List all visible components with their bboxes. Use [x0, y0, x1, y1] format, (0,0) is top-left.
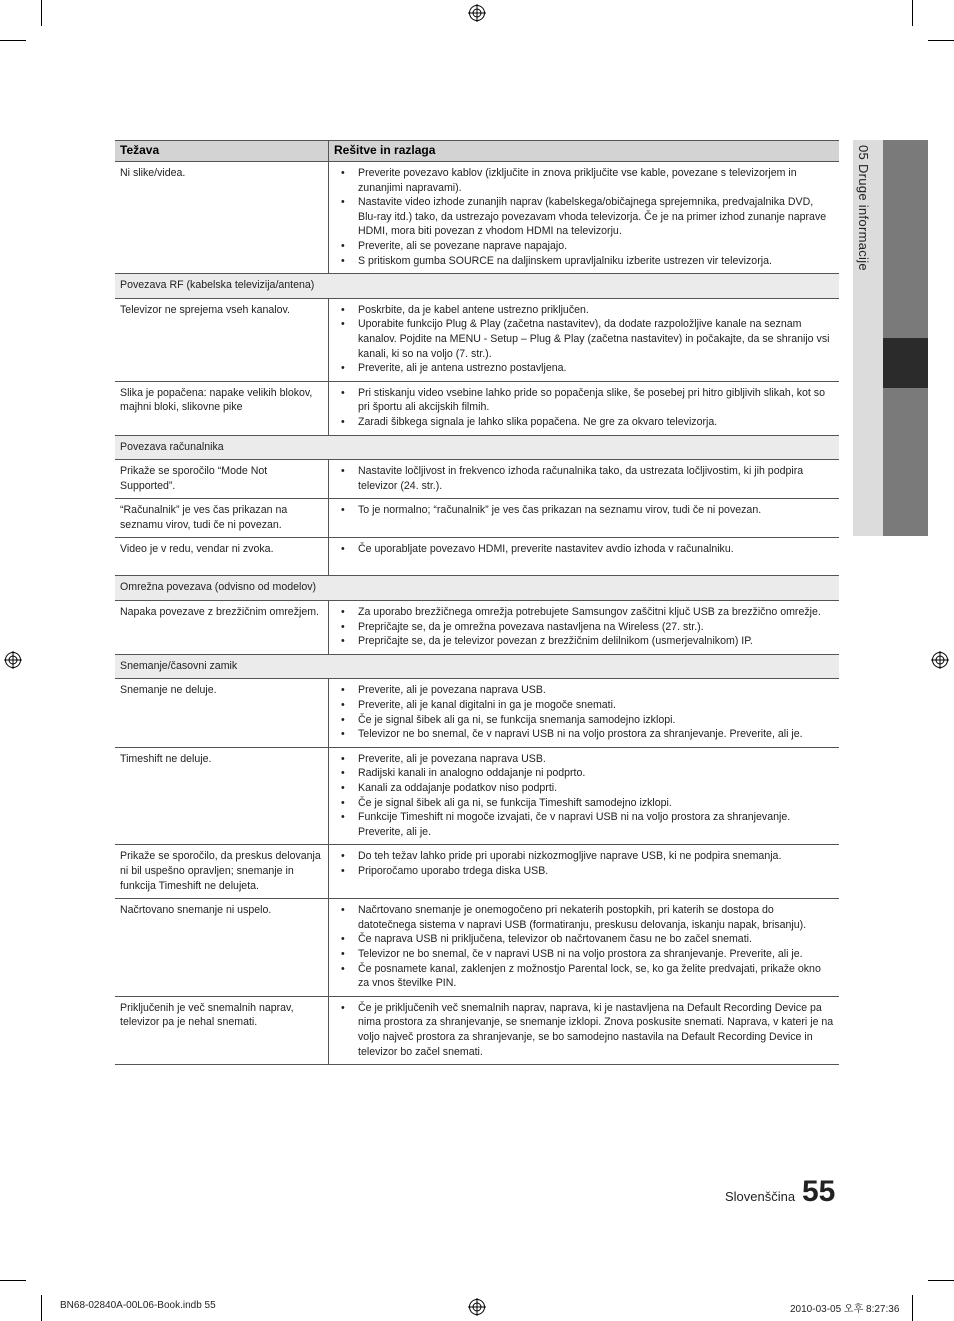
- table-row: [115, 460, 839, 499]
- solution-item: • Zaradi šibkega signala je lahko slika popačena. Ne gre za okvaro televizorja.: [334, 415, 834, 430]
- solution-list: [334, 683, 834, 741]
- solution-list: [334, 303, 834, 376]
- problem-cell: Snemanje ne deluje.: [115, 679, 329, 747]
- crop-mark: [0, 40, 26, 41]
- solution-item: • Radijski kanali in analogno oddajanje ni podprto.: [334, 766, 834, 781]
- problem-cell: Ni slike/videa.: [115, 162, 329, 274]
- table-row: [115, 538, 839, 576]
- file-info: BN68-02840A-00L06-Book.indb 55: [60, 1300, 216, 1311]
- solution-item: • Prepričajte se, da je televizor povezan z brezžičnim delilnikom (usmerjevalnikom) IP.: [334, 634, 834, 649]
- solution-cell: [329, 460, 840, 499]
- section-title: Omrežna povezava (odvisno od modelov): [115, 576, 839, 601]
- solution-item: • Če uporabljate povezavo HDMI, preverite nastavitev avdio izhoda v računalniku.: [334, 542, 834, 557]
- solution-cell: [329, 499, 840, 538]
- solution-item: • Poskrbite, da je kabel antene ustrezno priključen.: [334, 303, 834, 318]
- column-header-solution: Rešitve in razlaga: [329, 141, 840, 162]
- problem-cell: Načrtovano snemanje ni uspelo.: [115, 899, 329, 997]
- registration-mark-icon: [931, 651, 949, 669]
- problem-cell: Slika je popačena: napake velikih blokov, majhni bloki, slikovne pike: [115, 381, 329, 435]
- crop-mark: [41, 1295, 42, 1321]
- solution-cell: [329, 381, 840, 435]
- solution-item: • Načrtovano snemanje je onemogočeno pri nekaterih postopkih, pri katerih se dostopa do datotečnega sistema v napravi USB (formatiranju, preskusu delovanja, iskanju napak, brisanju).: [334, 903, 834, 932]
- table-row: [115, 381, 839, 435]
- solution-item: • Uporabite funkcijo Plug & Play (začetna nastavitev), da dodate razpoložljive kanale na seznam kanalov. Pojdite na MENU - Setup – Plug & Play (začetna nastavitev) in počakajte, da se shranijo vsi kanali, ki so na voljo (7. str.).: [334, 317, 834, 361]
- solution-item: • Preverite, ali se povezane naprave napajajo.: [334, 239, 834, 254]
- table-row: [115, 996, 839, 1064]
- solution-list: [334, 1001, 834, 1059]
- crop-mark: [912, 1295, 913, 1321]
- crop-mark: [928, 1280, 954, 1281]
- chapter-label: 05 Druge informacije: [856, 145, 871, 271]
- solution-item: • Če je priključenih več snemalnih naprav, naprava, ki je nastavljena na Default Recording Device pa nima prostora za shranjevanje, se snemanje izklopi. Znova poskusite snemati. Naprava, v kateri je na voljo največ prostora za shranjevanje, se bo samodejno nastavila na Default Recording Device in televizor bo začel snemati.: [334, 1001, 834, 1059]
- solution-cell: [329, 899, 840, 997]
- table-row: [115, 601, 839, 655]
- solution-list: [334, 903, 834, 991]
- table-row: [115, 747, 839, 845]
- section-title: Snemanje/časovni zamik: [115, 654, 839, 679]
- troubleshooting-table: [115, 140, 839, 1065]
- crop-mark: [41, 0, 42, 26]
- solution-cell: [329, 996, 840, 1064]
- solution-item: • Priporočamo uporabo trdega diska USB.: [334, 864, 834, 879]
- crop-mark: [928, 40, 954, 41]
- section-row: [115, 274, 839, 299]
- solution-list: [334, 464, 834, 493]
- solution-cell: [329, 162, 840, 274]
- problem-cell: “Računalnik” je ves čas prikazan na seznamu virov, tudi če ni povezan.: [115, 499, 329, 538]
- solution-item: • Če je signal šibek ali ga ni, se funkcija snemanja samodejno izklopi.: [334, 713, 834, 728]
- table-row: [115, 499, 839, 538]
- solution-item: • Preverite, ali je kanal digitalni in ga je mogoče snemati.: [334, 698, 834, 713]
- solution-item: • Do teh težav lahko pride pri uporabi nizkozmogljive naprave USB, ki ne podpira snemanja.: [334, 849, 834, 864]
- table-body: [115, 162, 839, 1065]
- table-row: [115, 298, 839, 381]
- table-row: [115, 679, 839, 747]
- problem-cell: Napaka povezave z brezžičnim omrežjem.: [115, 601, 329, 655]
- print-timestamp: 2010-03-05 오후 8:27:36: [790, 1304, 900, 1315]
- solution-list: [334, 849, 834, 878]
- problem-cell: Video je v redu, vendar ni zvoka.: [115, 538, 329, 576]
- section-row: [115, 654, 839, 679]
- solution-list: [334, 752, 834, 840]
- solution-cell: [329, 298, 840, 381]
- solution-item: • Preverite povezavo kablov (izključite in znova priključite vse kable, povezane s televizorjem in zunanjimi napravami).: [334, 166, 834, 195]
- table-row: [115, 899, 839, 997]
- solution-item: • Televizor ne bo snemal, če v napravi USB ni na voljo prostora za shranjevanje. Preverite, ali je.: [334, 727, 834, 742]
- registration-mark-icon: [4, 651, 22, 669]
- solution-item: • S pritiskom gumba SOURCE na daljinskem upravljalniku izberite ustrezen vir televizorja.: [334, 254, 834, 269]
- column-header-problem: Težava: [115, 141, 329, 162]
- solution-item: • Funkcije Timeshift ni mogoče izvajati, če v napravi USB ni na voljo prostora za shranjevanje. Preverite, ali je.: [334, 810, 834, 839]
- solution-cell: [329, 538, 840, 576]
- solution-cell: [329, 601, 840, 655]
- problem-cell: Prikaže se sporočilo “Mode Not Supported”.: [115, 460, 329, 499]
- chapter-tab-marker: [883, 338, 928, 388]
- solution-list: [334, 386, 834, 430]
- solution-list: [334, 166, 834, 268]
- table-row: [115, 845, 839, 899]
- table-row: [115, 162, 839, 274]
- solution-item: • Televizor ne bo snemal, če v napravi USB ni na voljo prostora za shranjevanje. Preverite, ali je.: [334, 947, 834, 962]
- solution-list: [334, 605, 834, 649]
- solution-item: • Nastavite video izhode zunanjih naprav (kabelskega/običajnega sprejemnika, predvajalnika DVD, Blu-ray itd.) tako, da ustrezajo povezavam vhoda televizorja. Če je na primer izhod zunanje naprave HDMI, mora biti povezan z vhodom HDMI na televizorju.: [334, 195, 834, 239]
- solution-cell: [329, 845, 840, 899]
- solution-item: • Kanali za oddajanje podatkov niso podprti.: [334, 781, 834, 796]
- crop-mark: [0, 1280, 26, 1281]
- language-label: Slovenščina: [725, 1189, 796, 1204]
- problem-cell: Prikaže se sporočilo, da preskus delovanja ni bil uspešno opravljen; snemanje in funkcija Timeshift ne delujeta.: [115, 845, 329, 899]
- section-title: Povezava računalnika: [115, 435, 839, 460]
- problem-cell: Televizor ne sprejema vseh kanalov.: [115, 298, 329, 381]
- problem-cell: Timeshift ne deluje.: [115, 747, 329, 845]
- registration-mark-icon: [468, 1298, 486, 1316]
- solution-item: • Za uporabo brezžičnega omrežja potrebujete Samsungov zaščitni ključ USB za brezžično omrežje.: [334, 605, 834, 620]
- solution-list: [334, 503, 834, 518]
- table-header-row: [115, 141, 839, 162]
- solution-item: • Če naprava USB ni priključena, televizor ob načrtovanem času ne bo začel snemati.: [334, 932, 834, 947]
- solution-item: • Če je signal šibek ali ga ni, se funkcija Timeshift samodejno izklopi.: [334, 796, 834, 811]
- page-number: 55: [802, 1175, 836, 1208]
- solution-item: • Nastavite ločljivost in frekvenco izhoda računalnika tako, da ustrezata ločljivostim, ki jih podpira televizor (24. str.).: [334, 464, 834, 493]
- section-row: [115, 576, 839, 601]
- solution-item: • Če posnamete kanal, zaklenjen z možnostjo Parental lock, se, ko ga želite predvajati, prikaže okno za vnos številke PIN.: [334, 962, 834, 991]
- section-row: [115, 435, 839, 460]
- section-title: Povezava RF (kabelska televizija/antena): [115, 274, 839, 299]
- solution-item: • To je normalno; “računalnik” je ves čas prikazan na seznamu virov, tudi če ni povezan.: [334, 503, 834, 518]
- solution-item: • Preverite, ali je antena ustrezno postavljena.: [334, 361, 834, 376]
- solution-list: [334, 542, 834, 557]
- solution-item: • Preverite, ali je povezana naprava USB.: [334, 752, 834, 767]
- solution-item: • Prepričajte se, da je omrežna povezava nastavljena na Wireless (27. str.).: [334, 620, 834, 635]
- problem-cell: Priključenih je več snemalnih naprav, televizor pa je nehal snemati.: [115, 996, 329, 1064]
- solution-cell: [329, 747, 840, 845]
- registration-mark-icon: [468, 4, 486, 22]
- crop-mark: [912, 0, 913, 26]
- solution-item: • Pri stiskanju video vsebine lahko pride so popačenja slike, še posebej pri hitro gibljivih slikah, kot so pri športu ali akcijskih filmih.: [334, 386, 834, 415]
- solution-item: • Preverite, ali je povezana naprava USB.: [334, 683, 834, 698]
- solution-cell: [329, 679, 840, 747]
